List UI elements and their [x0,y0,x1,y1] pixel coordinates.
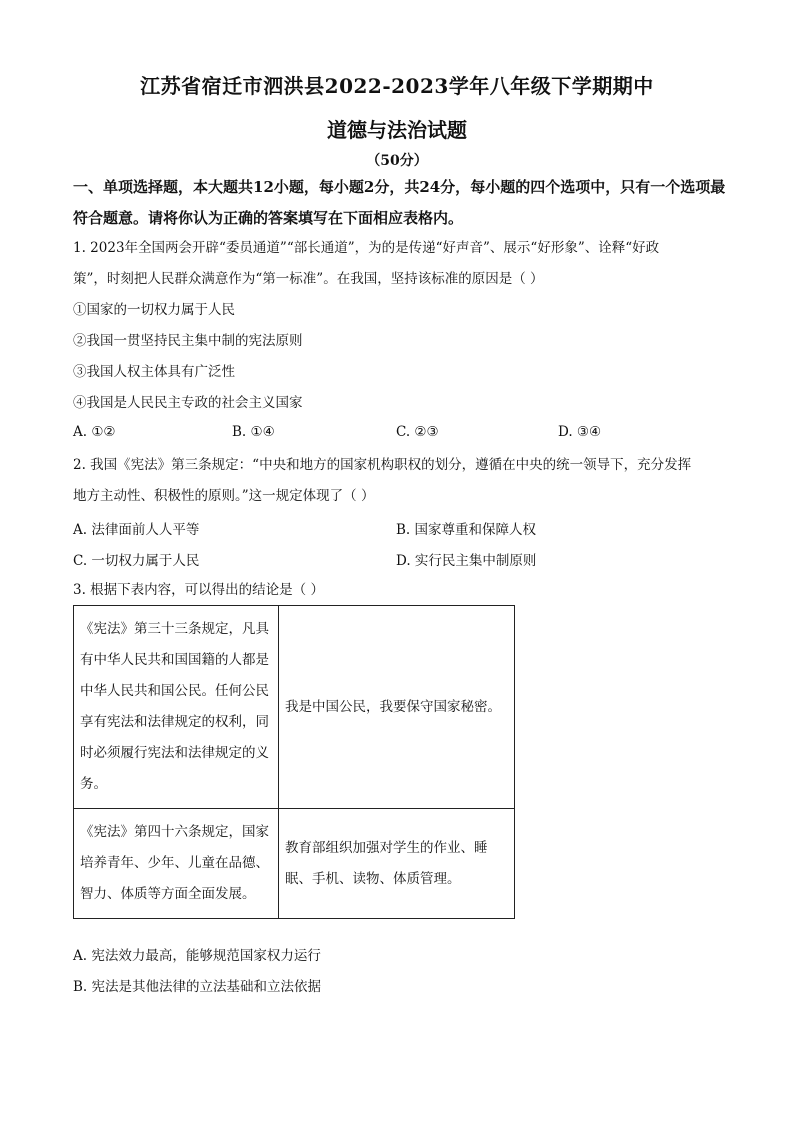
q1-option-d[interactable]: D. ③④ [558,424,602,440]
q2-option-c[interactable]: C. 一切权力属于人民 [73,553,200,569]
q1-item-2: ②我国一贯坚持民主集中制的宪法原则 [73,333,303,349]
section-heading: 一、单项选择题，本大题共12小题，每小题2分，共24分，每小题的四个选项中，只有一个选项最符合题意。请将你认为正确的答案填写在下面相应表格内。 [73,178,726,227]
q1-option-b[interactable]: B. ①④ [232,424,275,440]
q3-option-a[interactable]: A. 宪法效力最高，能够规范国家权力运行 [73,948,321,964]
q3-option-b[interactable]: B. 宪法是其他法律的立法基础和立法依据 [73,979,322,995]
q1-option-c[interactable]: C. ②③ [396,424,439,440]
q2-stem-line1: 2. 我国《宪法》第三条规定：“中央和地方的国家机构职权的划分，遵循在中央的统一领导下，充分发挥 [73,457,692,473]
table-row [74,809,515,919]
table-cell-constitution-article-46: 《宪法》第四十六条规定，国家培养青年、少年、儿童在品德、智力、体质等方面全面发展。 [74,809,279,919]
q1-option-a[interactable]: A. ①② [73,424,116,440]
q3-table [73,605,515,919]
q1-item-1: ①国家的一切权力属于人民 [73,302,235,318]
table-cell-citizen-statement: 我是中国公民，我要保守国家秘密。 [279,606,515,809]
q1-item-4: ④我国是人民民主专政的社会主义国家 [73,395,303,411]
q1-stem-line1: 1. 2023年全国两会开辟“委员通道”“部长通道”，为的是传递“好声音”、展示“好形象”、诠释“好政 [73,240,660,256]
q2-stem-line2: 地方主动性、积极性的原则。”这一规定体现了（ ） [73,488,375,504]
exam-title-line2: 道德与法治试题 [327,118,467,142]
table-cell-education-statement: 教育部组织加强对学生的作业、睡眠、手机、读物、体质管理。 [279,809,515,919]
exam-title-line1: 江苏省宿迁市泗洪县2022-2023学年八年级下学期期中 [140,74,654,98]
q2-option-d[interactable]: D. 实行民主集中制原则 [396,553,537,569]
table-cell-constitution-article-33: 《宪法》第三十三条规定，凡具有中华人民共和国国籍的人都是中华人民共和国公民。任何公民享有宪法和法律规定的权利，同时必须履行宪法和法律规定的义务。 [74,606,279,809]
q1-item-3: ③我国人权主体具有广泛性 [73,364,235,380]
q3-stem: 3. 根据下表内容，可以得出的结论是（ ） [73,582,324,598]
exam-score: （50分） [366,153,428,169]
table-row [74,606,515,809]
q1-stem-line2: 策”，时刻把人民群众满意作为“第一标准”。在我国，坚持该标准的原因是（ ） [73,271,544,287]
q2-option-b[interactable]: B. 国家尊重和保障人权 [396,522,537,538]
q2-option-a[interactable]: A. 法律面前人人平等 [73,522,200,538]
